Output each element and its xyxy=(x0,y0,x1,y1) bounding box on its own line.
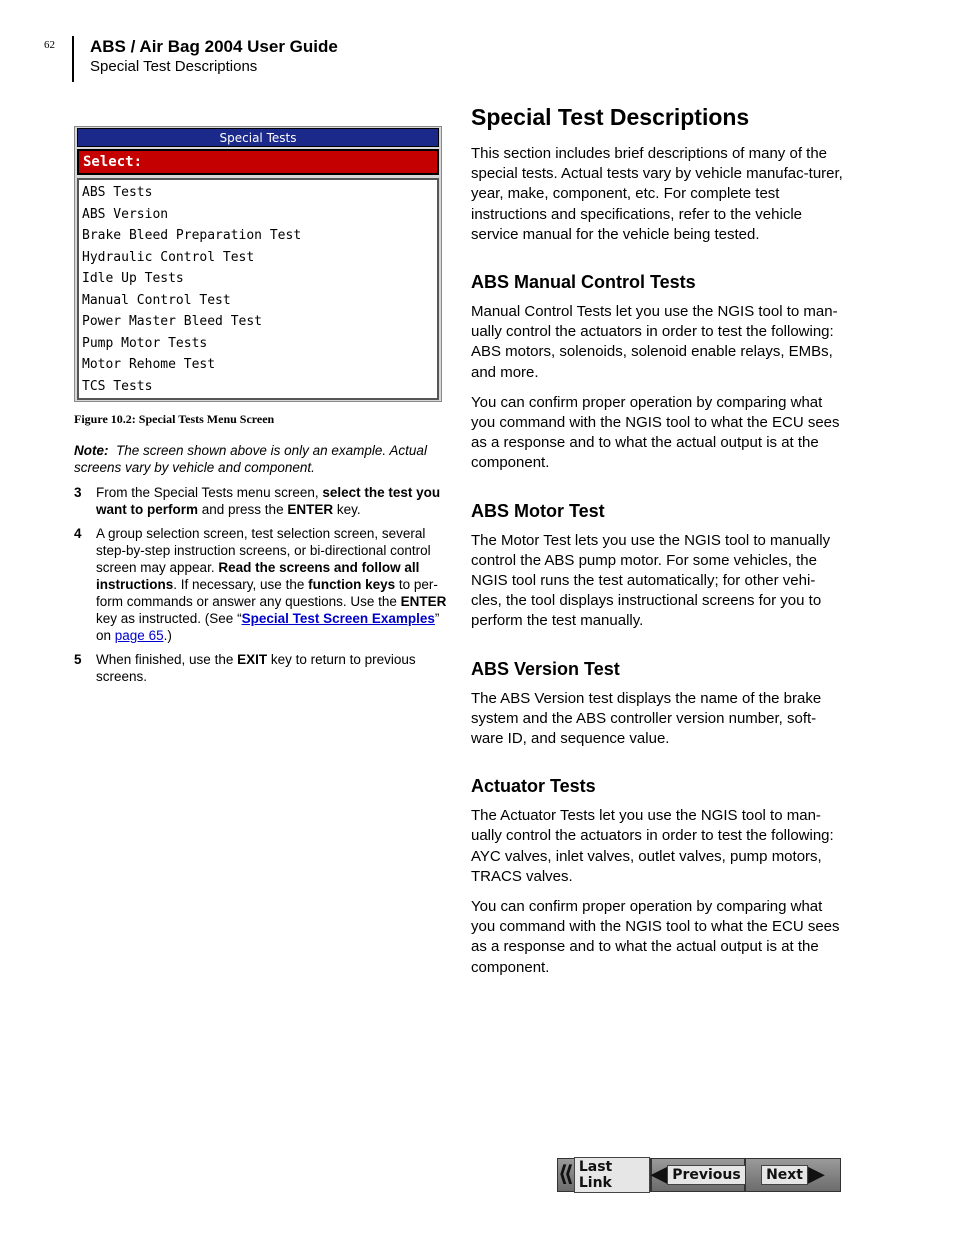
note-label: Note: xyxy=(74,443,109,458)
menu-item: Manual Control Test xyxy=(82,292,231,308)
double-left-arrow-icon: ⟪ xyxy=(558,1162,574,1187)
step-emphasis: select the test you want to perform xyxy=(96,485,441,517)
section-heading: ABS Manual Control Tests xyxy=(471,272,696,293)
section-paragraph: You can confirm proper operation by comparing what you command with the NGIS tool to what the ECU sees as a response and to what the actual output is at the component. xyxy=(471,898,840,976)
section-paragraph: The Motor Test lets you use the NGIS tool to manually control the ABS pump motor. For some vehicles, the NGIS tool runs the test automatically; for other vehi-cles, the tool displays instructional screens for you to perform the test manually. xyxy=(471,531,831,630)
enter-key-label: ENTER xyxy=(400,594,447,609)
step-5 xyxy=(74,651,452,685)
section-heading: ABS Version Test xyxy=(471,658,620,679)
step-text: When finished, use the xyxy=(96,652,238,667)
main-content xyxy=(471,104,843,988)
step-text: and press the xyxy=(198,502,288,517)
step-4 xyxy=(74,525,452,644)
header-divider xyxy=(72,36,74,82)
section-paragraph: The ABS Version test displays the name of the brake system and the ABS controller version number, soft-ware ID, and sequence value. xyxy=(471,689,822,748)
next-button[interactable] xyxy=(745,1158,841,1192)
step-number: 4 xyxy=(74,526,82,541)
step-text: ” on xyxy=(96,611,440,643)
menu-item: Motor Rehome Test xyxy=(82,357,216,372)
steps-list xyxy=(74,484,452,692)
step-number: 5 xyxy=(74,652,82,667)
step-text: . If necessary, use the xyxy=(173,577,309,592)
menu-item: ABS Tests xyxy=(82,185,153,200)
step-text: A group selection screen, test selection screen, several step-by-step instruction screens, or bi-directional control screen may appear. xyxy=(96,526,431,575)
menu-item: TCS Tests xyxy=(82,378,153,394)
special-tests-screen xyxy=(74,126,442,402)
special-test-screen-examples-link[interactable]: Special Test Screen Examples xyxy=(241,611,435,626)
section-heading: Actuator Tests xyxy=(471,776,596,797)
step-text: key as instructed. (See “ xyxy=(96,611,242,626)
step-text: to per-form commands or answer any questions. Use the xyxy=(96,577,438,609)
menu-item: Idle Up Tests xyxy=(82,271,184,286)
step-emphasis: Read the screens and follow all instructions xyxy=(96,560,420,592)
document-title: ABS / Air Bag 2004 User Guide xyxy=(90,37,338,56)
section-paragraph: You can confirm proper operation by comparing what you command with the NGIS tool to what the ECU sees as a response and to what the actual output is at the component. xyxy=(471,393,840,472)
step-text: .) xyxy=(163,628,172,643)
figure-caption: Figure 10.2: Special Tests Menu Screen xyxy=(74,412,275,426)
previous-label: Previous xyxy=(667,1165,746,1185)
right-arrow-icon: ▶ xyxy=(808,1162,825,1187)
menu-item: Hydraulic Control Test xyxy=(82,249,255,265)
function-keys-label: function keys xyxy=(308,577,396,592)
last-link-button[interactable] xyxy=(557,1158,651,1192)
section-paragraph: The Actuator Tests let you use the NGIS tool to man-ually control the actuators in order to test the following: AYC valves, inlet valves, outlet valves, pump motors, TRACS valves. xyxy=(471,807,834,885)
step-number: 3 xyxy=(74,485,82,500)
left-arrow-icon: ◀ xyxy=(650,1162,668,1187)
section-heading: ABS Motor Test xyxy=(471,500,605,521)
previous-button[interactable] xyxy=(651,1158,745,1192)
page-number: 62 xyxy=(44,39,55,51)
menu-item: Pump Motor Tests xyxy=(82,335,208,351)
note-text: The screen shown above is only an example. Actual screens vary by vehicle and component. xyxy=(74,443,427,475)
last-link-label: Last Link xyxy=(574,1157,650,1193)
menu-item: Brake Bleed Preparation Test xyxy=(82,228,302,243)
menu-item: ABS Version xyxy=(82,206,169,222)
exit-key-label: EXIT xyxy=(237,652,268,667)
page-title: Special Test Descriptions xyxy=(471,104,750,130)
step-3 xyxy=(74,484,452,518)
next-label: Next xyxy=(761,1165,808,1185)
test-menu-list xyxy=(77,178,439,400)
menu-item: Power Master Bleed Test xyxy=(82,314,263,329)
page-65-link[interactable]: page 65 xyxy=(114,628,164,643)
step-text: key to return to previous screens. xyxy=(96,652,416,684)
select-header: Select: xyxy=(77,149,439,175)
step-text: key. xyxy=(333,502,361,517)
enter-key-label: ENTER xyxy=(287,502,334,517)
section-subtitle: Special Test Descriptions xyxy=(90,58,258,75)
section-paragraph: Manual Control Tests let you use the NGIS tool to man-ually control the actuators in order to test the following: ABS motors, solenoids, solenoid enable relays, EMBs, and more. xyxy=(471,303,838,381)
step-text: From the Special Tests menu screen, xyxy=(96,485,323,500)
note xyxy=(74,442,449,476)
intro-paragraph: This section includes brief descriptions of many of the special tests. Actual tests vary by vehicle manufac-turer, year, make, component, etc. For complete test instructions and specifications, refer to the vehicle service manual for the vehicle being tested. xyxy=(471,145,843,243)
screen-title: Special Tests xyxy=(77,128,439,147)
navigation-bar xyxy=(557,1158,841,1192)
